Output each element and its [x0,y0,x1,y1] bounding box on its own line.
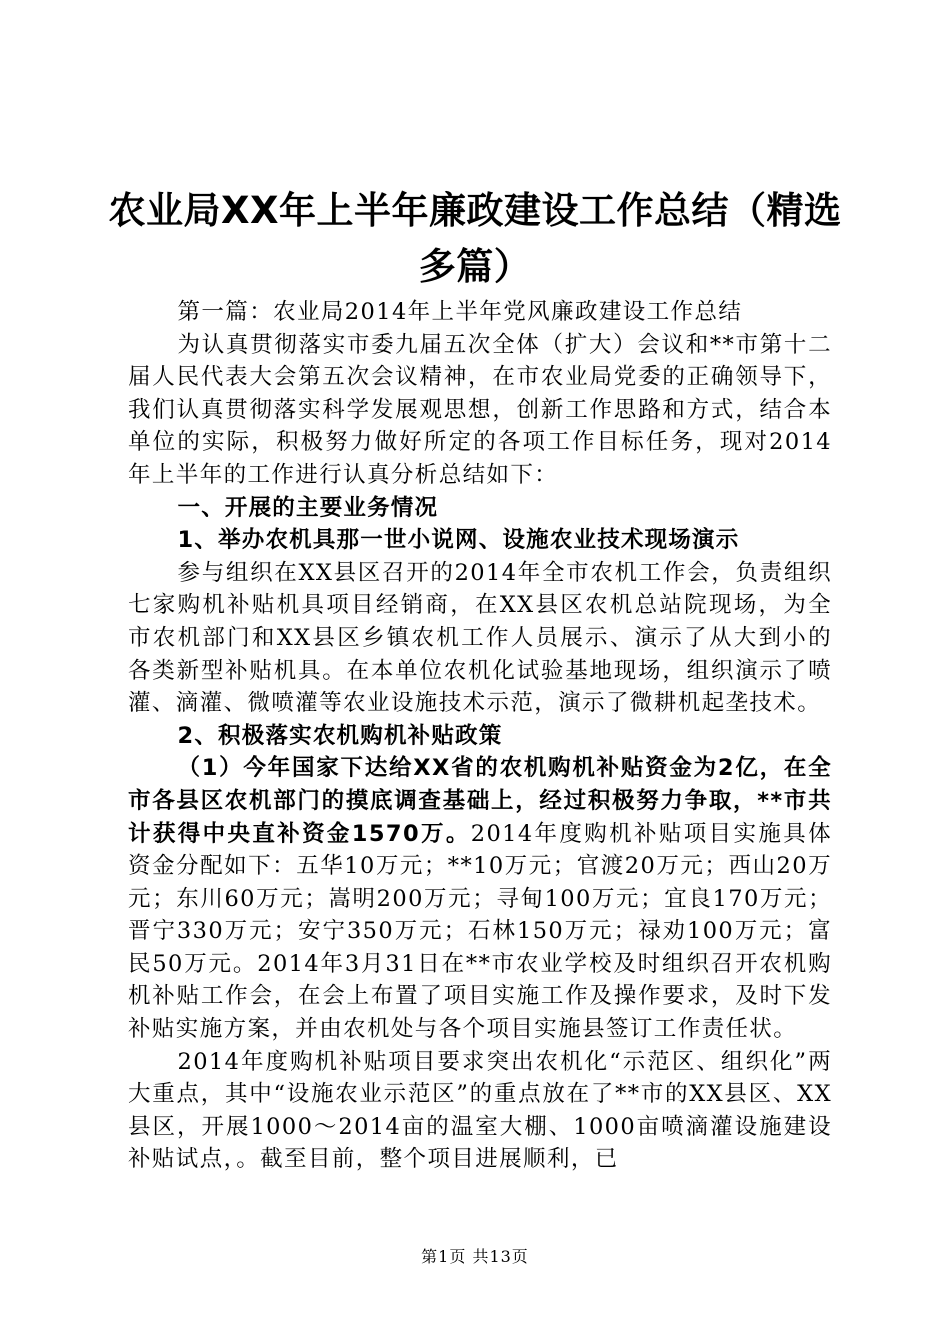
page-footer: 第1页 共13页 [421,1247,529,1266]
project-paragraph: 2014年度购机补贴项目要求突出农机化“示范区、组织化”两大重点，其中“设施农业示范区”的重点放在了**市的XX县区、XX县区，开展1000～2014亩的温室大棚、1000亩喷滴灌设施建设补贴试点，。截至目前，整个项目进展顺利，已 [128,1048,832,1173]
intro-paragraph: 为认真贯彻落实市委九届五次全体（扩大）会议和**市第十二届人民代表大会第五次会议精神，在市农业局党委的正确领导下，我们认真贯彻落实科学发展观思想，创新工作思路和方式，结合本单位的实际，积极努力做好所定的各项工作目标任务，现对2014年上半年的工作进行认真分析总结如下： [128,331,832,488]
document-title-line2: 多篇） [418,245,532,288]
demo-paragraph: 参与组织在XX县区召开的2014年全市农机工作会，负责组织七家购机补贴机具项目经销商，在XX县区农机总站院现场，为全市农机部门和XX县区乡镇农机工作人员展示、演示了从大到小的各类新型补贴机具。在本单位农机化试验基地现场，组织演示了喷灌、滴灌、微喷灌等农业设施技术示范，演示了微耕机起垄技术。 [128,559,832,717]
heading-main-business: 一、开展的主要业务情况 [177,494,439,521]
subsidy-plain-text: 2014年度购机补贴项目实施具体资金分配如下：五华10万元；**10万元；官渡20万元；西山20万元；东川60万元；嵩明200万元；寻甸100万元；宜良170万元；晋宁330万元；安宁350万元；石林150万元；禄劝100万元；富民50万元。2014年3月31日在**市农业学校及时组织召开农机购机补贴工作会，在会上布置了项目实施工作及操作要求，及时下发补贴实施方案，并由农机处与各个项目实施县签订工作责任状。 [128,820,832,1043]
subsidy-bold-text: （1）今年国家下达给XX省的农机购机补贴资金为2亿，在全市各县区农机部门的摸底调查基础上，经过积极努力争取，**市共计获得中央直补资金1570万。 [128,755,832,847]
section-heading-first-article: 第一篇：农业局2014年上半年党风廉政建设工作总结 [177,299,743,325]
heading-subsidy-policy: 2、积极落实农机购机补贴政策 [177,722,503,749]
document-title-line1: 农业局XX年上半年廉政建设工作总结（精选 [108,189,842,232]
document-body [128,296,832,1176]
heading-demo: 1、举办农机具那一世小说网、设施农业技术现场演示 [177,527,740,554]
subsidy-paragraph [128,752,832,1045]
